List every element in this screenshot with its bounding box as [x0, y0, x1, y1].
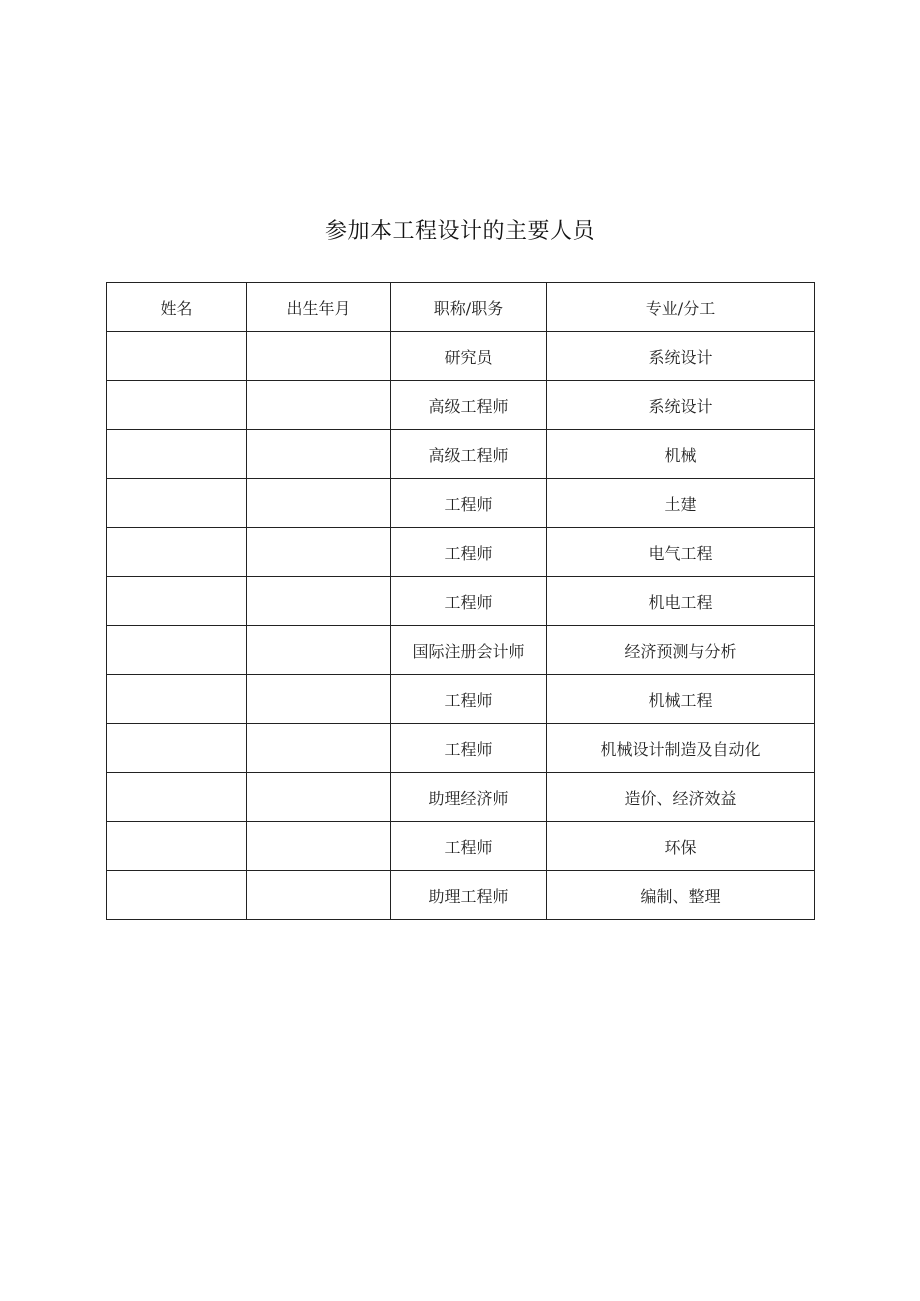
cell-name: [107, 822, 247, 871]
table-row: [107, 577, 815, 626]
table-row: [107, 871, 815, 920]
table-row: [107, 822, 815, 871]
table-row: [107, 479, 815, 528]
table-row: [107, 773, 815, 822]
cell-birth: [247, 675, 391, 724]
cell-birth: [247, 773, 391, 822]
cell-specialty: 机电工程: [547, 577, 815, 626]
cell-birth: [247, 724, 391, 773]
cell-birth: [247, 822, 391, 871]
cell-title: 研究员: [391, 332, 547, 381]
cell-specialty: 电气工程: [547, 528, 815, 577]
table-row: [107, 381, 815, 430]
cell-name: [107, 381, 247, 430]
cell-title: 工程师: [391, 577, 547, 626]
cell-title: 工程师: [391, 479, 547, 528]
table-row: [107, 528, 815, 577]
cell-specialty: 机械: [547, 430, 815, 479]
header-title: 职称/职务: [391, 283, 547, 332]
cell-name: [107, 577, 247, 626]
page-title: 参加本工程设计的主要人员: [324, 219, 595, 244]
cell-specialty: 环保: [547, 822, 815, 871]
cell-birth: [247, 528, 391, 577]
cell-title: 助理经济师: [391, 773, 547, 822]
cell-name: [107, 430, 247, 479]
table-header-row: [107, 283, 815, 332]
cell-name: [107, 479, 247, 528]
cell-name: [107, 871, 247, 920]
cell-title: 国际注册会计师: [391, 626, 547, 675]
cell-title: 工程师: [391, 675, 547, 724]
cell-name: [107, 626, 247, 675]
cell-specialty: 机械工程: [547, 675, 815, 724]
cell-title: 工程师: [391, 528, 547, 577]
cell-name: [107, 724, 247, 773]
cell-name: [107, 332, 247, 381]
table-row: [107, 332, 815, 381]
cell-birth: [247, 479, 391, 528]
cell-name: [107, 773, 247, 822]
table-row: [107, 430, 815, 479]
cell-birth: [247, 332, 391, 381]
staff-table: [106, 282, 815, 920]
cell-specialty: 经济预测与分析: [547, 626, 815, 675]
cell-specialty: 系统设计: [547, 381, 815, 430]
header-specialty: 专业/分工: [547, 283, 815, 332]
cell-name: [107, 675, 247, 724]
cell-title: 工程师: [391, 822, 547, 871]
table-body: [107, 332, 815, 920]
cell-birth: [247, 430, 391, 479]
cell-title: 高级工程师: [391, 430, 547, 479]
cell-birth: [247, 381, 391, 430]
cell-specialty: 编制、整理: [547, 871, 815, 920]
cell-specialty: 造价、经济效益: [547, 773, 815, 822]
cell-title: 工程师: [391, 724, 547, 773]
cell-birth: [247, 626, 391, 675]
header-birth: 出生年月: [247, 283, 391, 332]
table-row: [107, 724, 815, 773]
cell-specialty: 土建: [547, 479, 815, 528]
cell-birth: [247, 871, 391, 920]
cell-specialty: 系统设计: [547, 332, 815, 381]
cell-specialty: 机械设计制造及自动化: [547, 724, 815, 773]
header-name: 姓名: [107, 283, 247, 332]
cell-name: [107, 528, 247, 577]
table-row: [107, 675, 815, 724]
cell-title: 助理工程师: [391, 871, 547, 920]
table-row: [107, 626, 815, 675]
cell-birth: [247, 577, 391, 626]
cell-title: 高级工程师: [391, 381, 547, 430]
